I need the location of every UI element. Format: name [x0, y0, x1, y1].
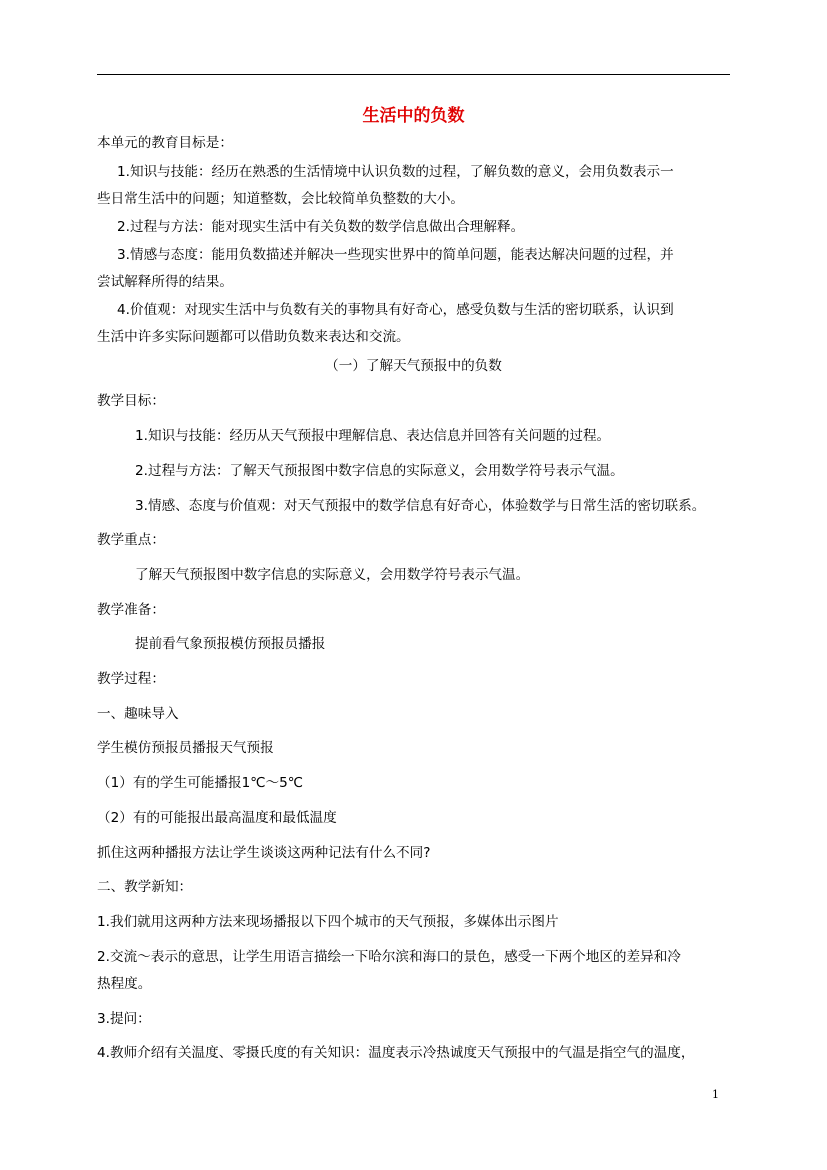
part-1-line-4: 抓住这两种播报方法让学生谈谈这两种记法有什么不同? [97, 845, 431, 861]
objectives-label: 教学目标： [97, 393, 165, 409]
goal-1-line-2: 些日常生活中的问题；知道整数，会比较简单负整数的大小。 [97, 191, 465, 207]
part-1-line-2: （1）有的学生可能播报1℃～5℃ [97, 775, 304, 791]
part-2-item-3: 3.提问： [97, 1011, 151, 1027]
goal-3-line-1: 3.情感与态度：能用负数描述并解决一些现实世界中的简单问题，能表达解决问题的过程，并 [117, 247, 674, 263]
objective-3: 3.情感、态度与价值观：对天气预报中的数学信息有好奇心，体验数学与日常生活的密切联系。 [135, 498, 706, 514]
part-2-heading: 二、教学新知： [97, 879, 193, 895]
goal-2: 2.过程与方法：能对现实生活中有关负数的数学信息做出合理解释。 [117, 219, 525, 235]
key-points-label: 教学重点： [97, 532, 165, 548]
goal-4-line-2: 生活中许多实际问题都可以借助负数来表达和交流。 [97, 329, 410, 345]
part-1-heading: 一、趣味导入 [97, 706, 179, 722]
objective-2: 2.过程与方法：了解天气预报图中数字信息的实际意义，会用数学符号表示气温。 [135, 463, 624, 479]
process-label: 教学过程： [97, 671, 165, 687]
preparation-text: 提前看气象预报模仿预报员播报 [135, 636, 326, 652]
goal-3-line-2: 尝试解释所得的结果。 [97, 274, 233, 290]
header-rule [97, 74, 730, 75]
key-points-text: 了解天气预报图中数字信息的实际意义，会用数学符号表示气温。 [135, 567, 530, 583]
preparation-label: 教学准备： [97, 602, 165, 618]
part-2-item-4: 4.教师介绍有关温度、零摄氏度的有关知识：温度表示冷热诚度天气预报中的气温是指空气的温度， [97, 1045, 695, 1061]
page-number: 1 [712, 1088, 719, 1101]
part-2-item-2-line-2: 热程度。 [97, 976, 152, 992]
part-2-item-2-line-1: 2.交流～表示的意思，让学生用语言描绘一下哈尔滨和海口的景色，感受一下两个地区的差异和冷 [97, 949, 681, 965]
document-title: 生活中的负数 [362, 106, 465, 126]
part-1-line-3: （2）有的可能报出最高温度和最低温度 [97, 810, 337, 826]
intro-heading: 本单元的教育目标是： [97, 135, 233, 151]
part-1-line-1: 学生模仿预报员播报天气预报 [97, 740, 274, 756]
goal-4-line-1: 4.价值观：对现实生活中与负数有关的事物具有好奇心，感受负数与生活的密切联系，认识到 [117, 302, 674, 318]
section-heading: （一）了解天气预报中的负数 [325, 358, 502, 374]
objective-1: 1.知识与技能：经历从天气预报中理解信息、表达信息并回答有关问题的过程。 [135, 428, 611, 444]
part-2-item-1: 1.我们就用这两种方法来现场播报以下四个城市的天气预报，多媒体出示图片 [97, 914, 559, 930]
goal-1-line-1: 1.知识与技能：经历在熟悉的生活情境中认识负数的过程，了解负数的意义，会用负数表示一 [117, 164, 674, 180]
